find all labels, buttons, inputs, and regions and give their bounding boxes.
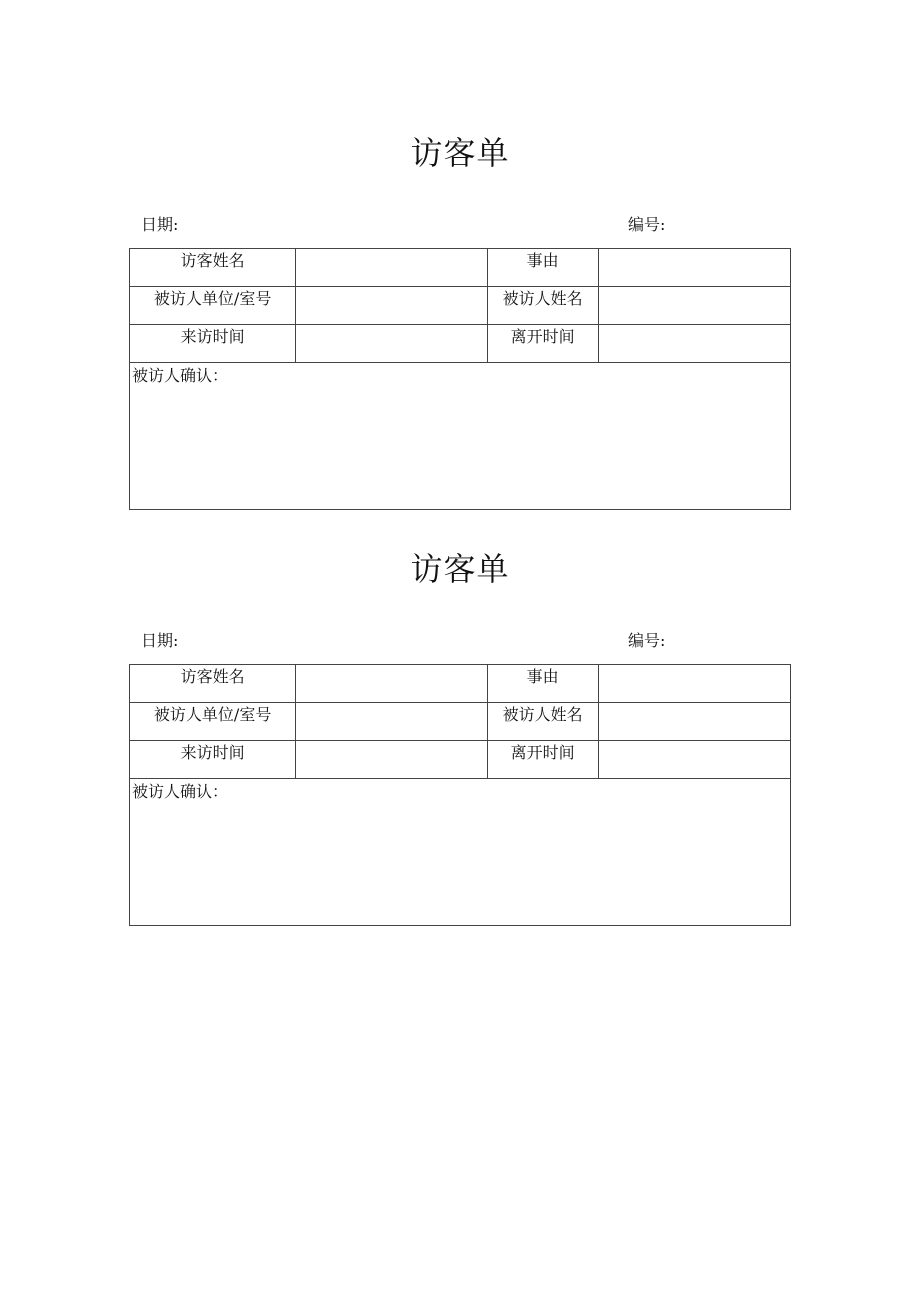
departure-time-field[interactable] <box>598 741 790 779</box>
host-name-label: 被访人姓名 <box>487 703 598 741</box>
host-name-label: 被访人姓名 <box>487 287 598 325</box>
host-name-field[interactable] <box>598 703 790 741</box>
visitor-name-label: 访客姓名 <box>130 665 296 703</box>
visitor-name-label: 访客姓名 <box>130 249 296 287</box>
arrival-time-label: 来访时间 <box>130 741 296 779</box>
visitor-table <box>129 664 791 926</box>
table-row <box>130 363 791 510</box>
host-unit-room-label: 被访人单位/室号 <box>130 703 296 741</box>
departure-time-label: 离开时间 <box>487 741 598 779</box>
host-unit-room-field[interactable] <box>296 287 487 325</box>
arrival-time-field[interactable] <box>296 325 487 363</box>
table-row <box>130 779 791 926</box>
table-row <box>130 741 791 779</box>
host-confirmation-label: 被访人确认： <box>132 366 229 385</box>
departure-time-label: 离开时间 <box>487 325 598 363</box>
reason-label: 事由 <box>487 665 598 703</box>
table-row <box>130 703 791 741</box>
table-row <box>130 287 791 325</box>
host-confirmation-label: 被访人确认： <box>132 782 229 801</box>
visitor-name-field[interactable] <box>296 665 487 703</box>
reason-field[interactable] <box>598 665 790 703</box>
visitor-table <box>129 248 791 510</box>
arrival-time-label: 来访时间 <box>130 325 296 363</box>
form-title: 访客单 <box>410 550 510 588</box>
table-row <box>130 665 791 703</box>
table-row <box>130 325 791 363</box>
host-confirmation-field[interactable] <box>130 363 791 510</box>
reason-label: 事由 <box>487 249 598 287</box>
visitor-name-field[interactable] <box>296 249 487 287</box>
departure-time-field[interactable] <box>598 325 790 363</box>
host-unit-room-label: 被访人单位/室号 <box>130 287 296 325</box>
number-label: 编号: <box>628 215 666 234</box>
host-confirmation-field[interactable] <box>130 779 791 926</box>
form-title: 访客单 <box>410 134 510 172</box>
host-unit-room-field[interactable] <box>296 703 487 741</box>
table-row <box>130 249 791 287</box>
host-name-field[interactable] <box>598 287 790 325</box>
reason-field[interactable] <box>598 249 790 287</box>
arrival-time-field[interactable] <box>296 741 487 779</box>
date-label: 日期: <box>141 215 179 234</box>
date-label: 日期: <box>141 631 179 650</box>
number-label: 编号: <box>628 631 666 650</box>
